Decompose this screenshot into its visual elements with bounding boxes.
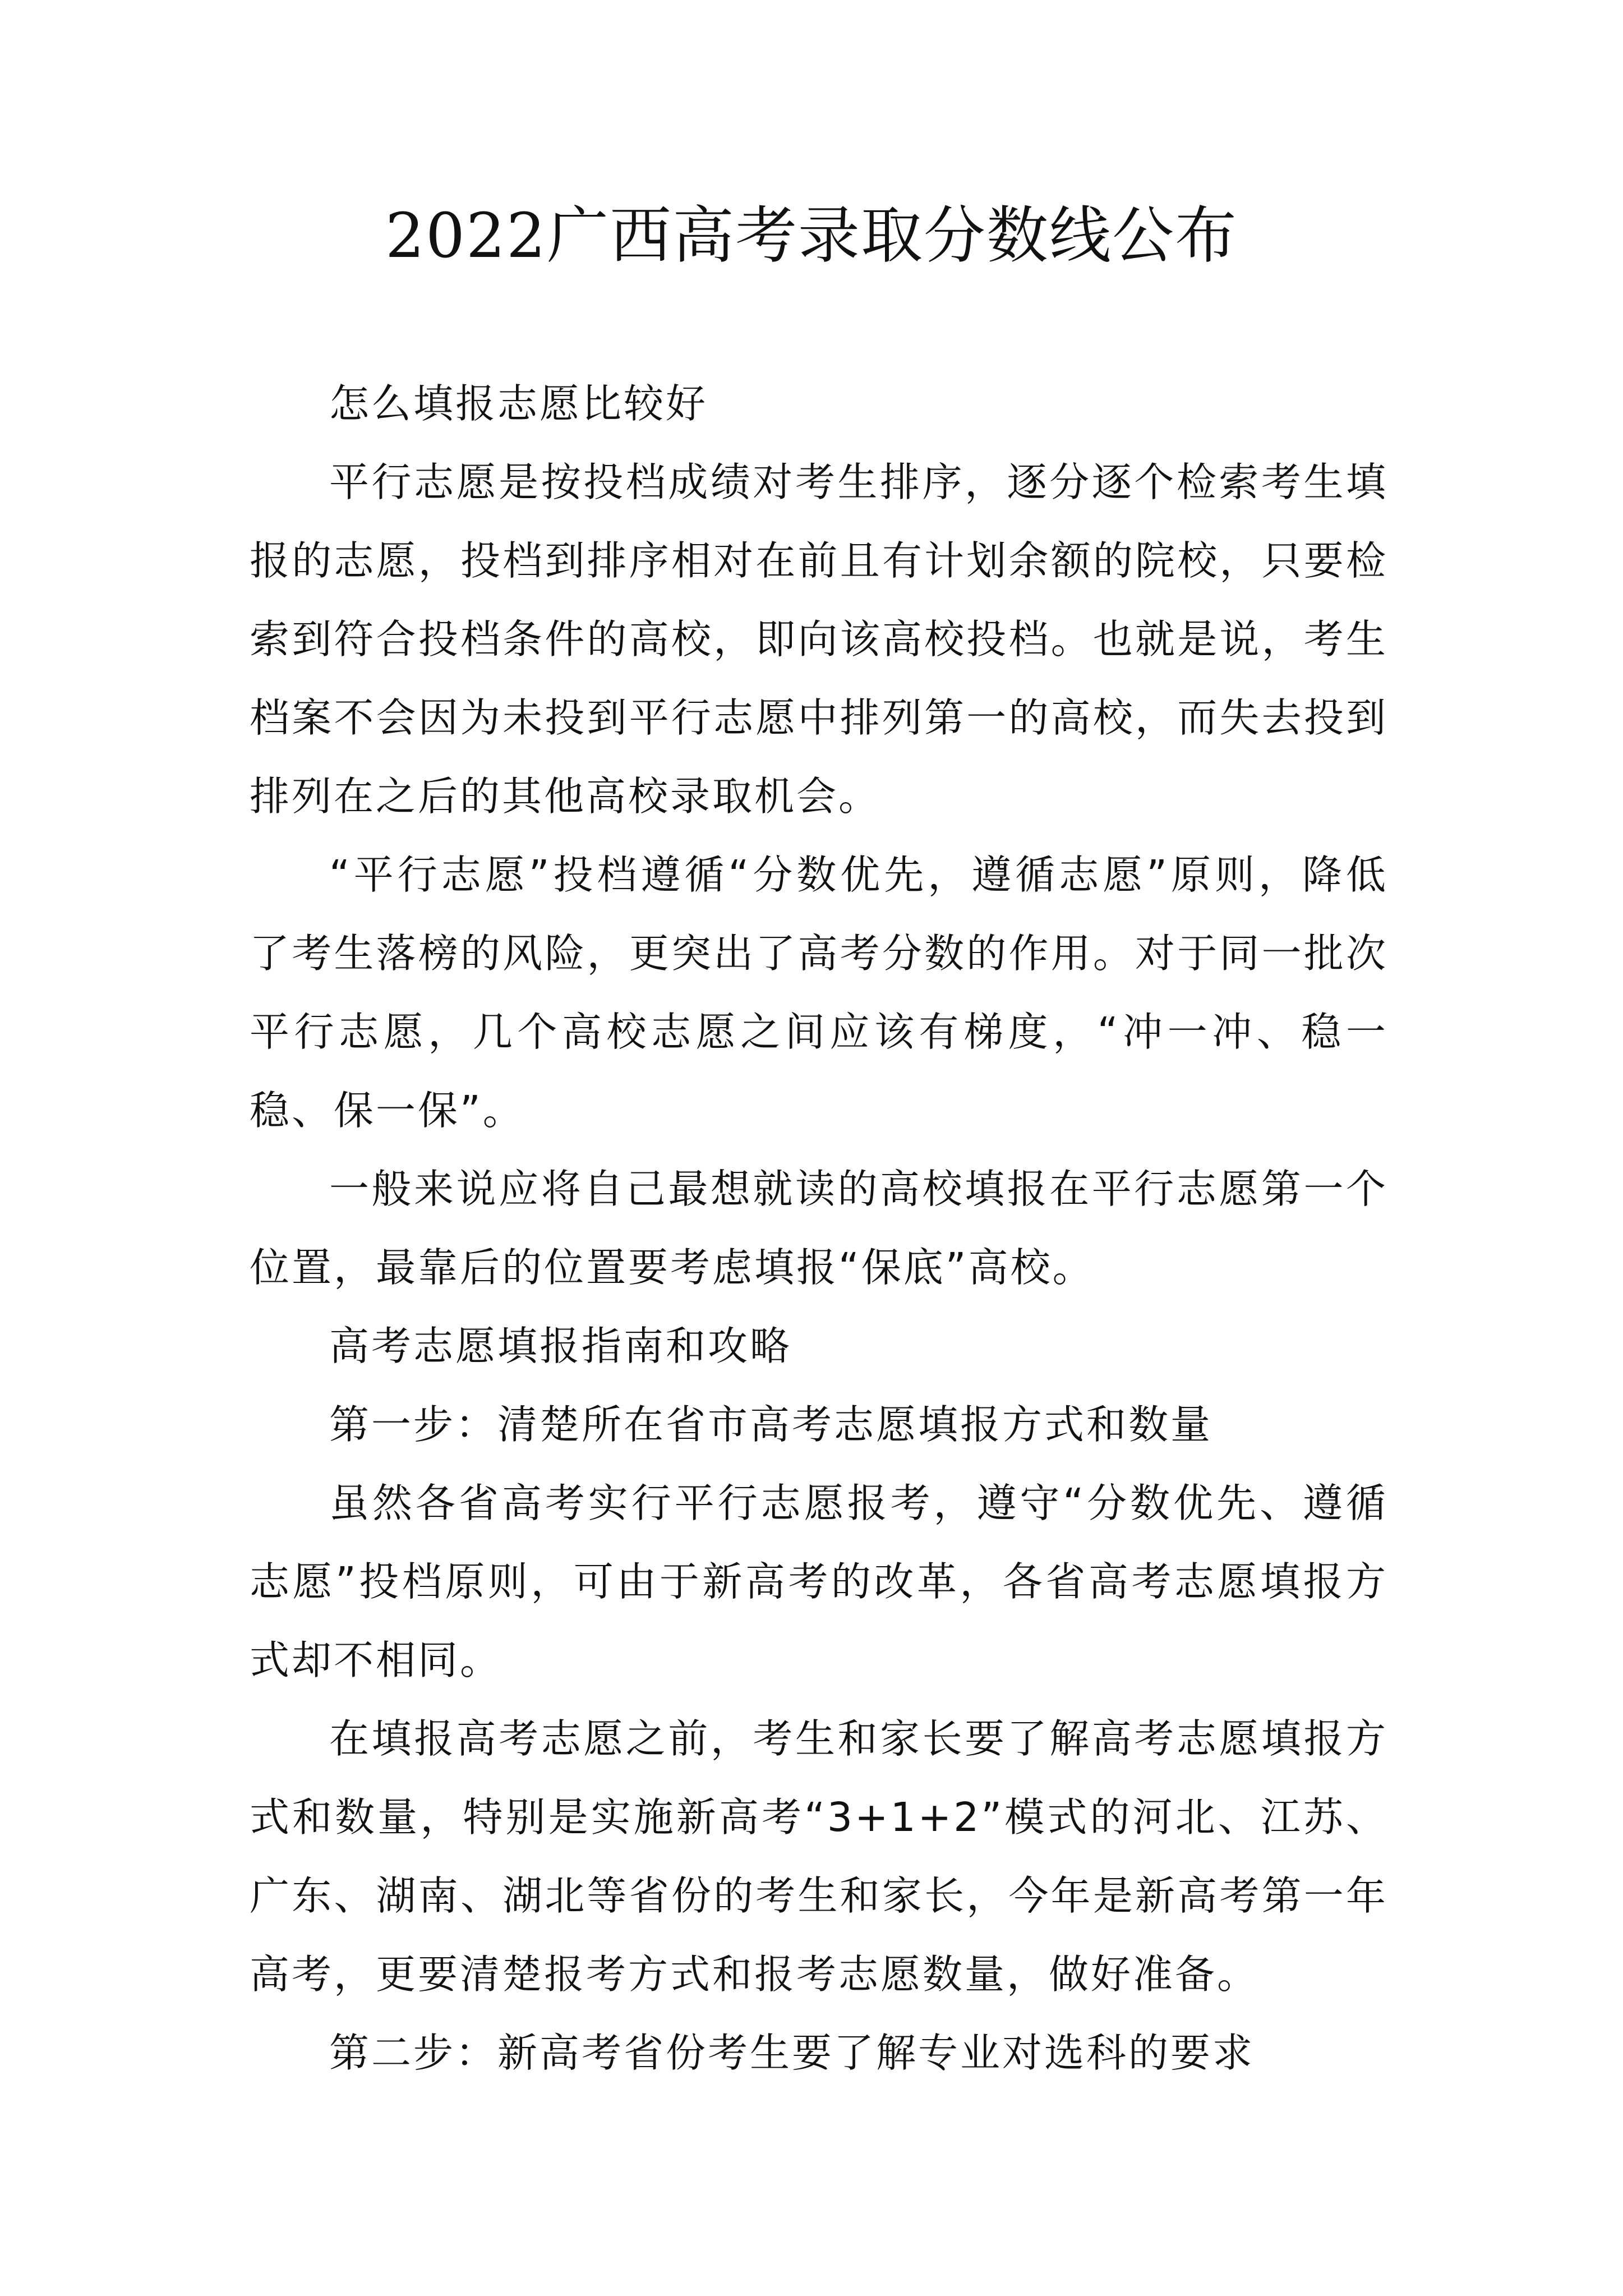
- paragraph-step-one: 第一步：清楚所在省市高考志愿填报方式和数量: [329, 1401, 1213, 1448]
- paragraph-heading-guide: 高考志愿填报指南和攻略: [329, 1323, 792, 1369]
- document-body: [250, 365, 1388, 2092]
- paragraph-province-differences: 虽然各省高考实行平行志愿报考，遵守“分数优先、遵循志愿”投档原则，可由于新高考的改革，各省高考志愿填报方式却不相同。: [250, 1480, 1388, 1683]
- paragraph-first-choice-advice: 一般来说应将自己最想就读的高校填报在平行志愿第一个位置，最靠后的位置要考虑填报“保底”高校。: [250, 1166, 1388, 1291]
- document-title: 2022广西高考录取分数线公布: [385, 200, 1238, 272]
- paragraph-parallel-volunteer-definition: 平行志愿是按投档成绩对考生排序，逐分逐个检索考生填报的志愿，投档到排序相对在前且有计划余额的院校，只要检索到符合投档条件的高校，即向该高校投档。也就是说，考生档案不会因为未投到平行志愿中排列第一的高校，而失去投到排列在之后的其他高校录取机会。: [250, 459, 1388, 820]
- paragraph-parallel-volunteer-principle: “平行志愿”投档遵循“分数优先，遵循志愿”原则，降低了考生落榜的风险，更突出了高考分数的作用。对于同一批次平行志愿，几个高校志愿之间应该有梯度，“冲一冲、稳一稳、保一保”。: [250, 852, 1388, 1134]
- paragraph-new-gaokao-provinces: 在填报高考志愿之前，考生和家长要了解高考志愿填报方式和数量，特别是实施新高考“3+1+2”模式的河北、江苏、广东、湖南、湖北等省份的考生和家长，今年是新高考第一年高考，更要清楚报考方式和报考志愿数量，做好准备。: [250, 1715, 1388, 1998]
- paragraph-step-two: 第二步：新高考省份考生要了解专业对选科的要求: [329, 2030, 1255, 2076]
- paragraph-heading-how-to-fill: 怎么填报志愿比较好: [329, 380, 708, 427]
